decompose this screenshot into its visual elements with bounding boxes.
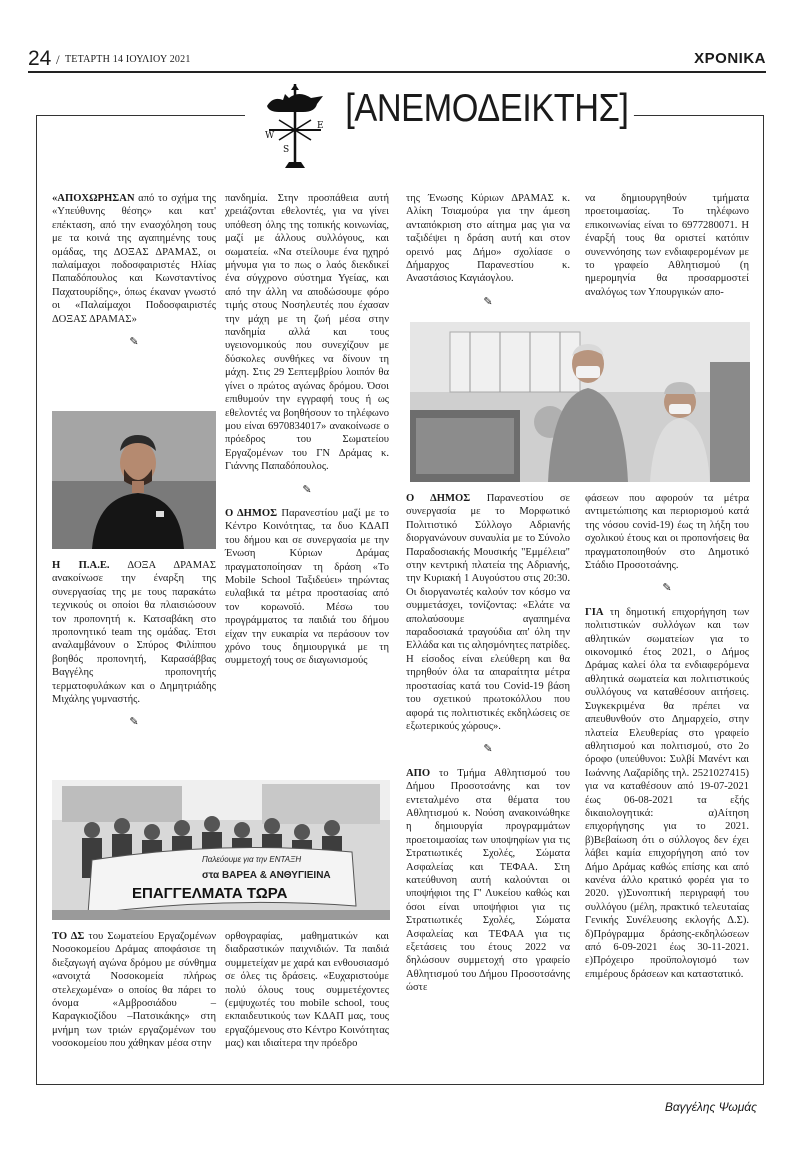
- banner-line-2: στα ΒΑΡΕΑ & ΑΝΘΥΓΙΕΙΝΑ: [202, 870, 331, 881]
- lead-dimos-concert: Ο ΔΗΜΟΣ: [406, 493, 471, 504]
- article-pae: [52, 559, 216, 740]
- article-dimos-concert: [406, 492, 570, 995]
- article-col2-bottom: [225, 930, 389, 1051]
- lead-dimos-kdap: Ο ΔΗΜΟΣ: [225, 507, 278, 519]
- svg-text:W: W: [265, 131, 275, 141]
- separator-icon: ✎: [302, 483, 312, 496]
- article-col4-bottom: [585, 492, 749, 981]
- article-col3-top: [406, 192, 570, 319]
- text-pae: ΔΟΞΑ ΔΡΑΜΑΣ ανακοίνωσε την έναρξη της συνεργασίας της με τους παρακάτω τεχνικούς οι οποίοι θα πλαισιώσουν τον προπονητή κ. Κατσαβάκη στο προπονητικό team της ομάδας. Έτσι αναλαμβάνουν ο Σπύρος Φιλίππου βοηθός προπονητή, Καρασάββας Βαγγέλης προπονητής τερματοφυλάκων και ο Δημητριάδης Μιχάλης γυμναστής.: [52, 560, 216, 706]
- lead-gia: ΓΙΑ: [585, 606, 604, 618]
- photo-coach: [52, 411, 216, 549]
- photo-mayor: [410, 322, 750, 482]
- separator-icon: ✎: [662, 582, 672, 595]
- text-gia: τη δημοτική επιχορήγηση των πολιτιστικών συλλόγων και των αθλητικών σωματείων για το οικονομικό έτος 2021, ο Δήμος Δράμας καλεί όλα τα ενδιαφερόμενα αθλητικά σωματεία και πολιτιστικούς συλλόγους να καταθέσουν αιτήσεις. Συγκεκριμένα θα πρέπει να απευθυνθούν στο Δημαρχείο, στην πλατεία Ελευθερίας στο γραφείο αθλητισμού και πολιτισμού, στο 2ο όροφο (υπεύθυνοι: Συλβί Μανέντ και Ιωάννης Λαζαρίδης τηλ. 2521027415) για να καταθέσουν από 19-07-2021 έως 06-08-2021 τα εξής δικαιολογητικά: α)Αίτηση επιχορήγησης για το 2021. β)Βεβαίωση ότι ο σύλλογος δεν έχει λάβει καμία επιχορήγηση από τον Δήμο Δράμας καθώς επίσης και από κανένα άλλο κρατικό φορέα για το 2020. γ)Συνοπτική περιγραφή του συλλόγου (μέλη, πρακτικό τελευταίας Γενικής Συνέλευσης εκλογής Δ.Σ). δ)Πρόγραμμα δράσης-εκδηλώσεων από 6-09-2021 έως 30-11-2021. ε)Πρόχειρο προϋπολογισμό των επιμέρους δράσεων και καταστατικό.: [585, 606, 749, 980]
- svg-text:S: S: [283, 145, 290, 155]
- text-dimos-kdap: Παρανεστίου μαζί με το Κέντρο Κοινότητας, τα δυο ΚΔΑΠ του δήμου και σε συνεργασία με την Ένωση Κύριων Δράμας πραγματοποίησαν τη δράση «Το Mobile School Ταξιδεύει» τηρώντας ευλαβικά τα μέτρα προστασίας από τον κορωνοϊό. Μέσω του προγράμματος τα παιδιά του δήμου είχαν την ευκαιρία να περάσουν τον χρόνο τους δημιουργικά με τη συμμετοχή τους σε διαγωνισμούς: [225, 507, 389, 667]
- page-number: 24: [28, 47, 52, 70]
- author-signature: Βαγγέλης Ψωμάς: [664, 1100, 757, 1114]
- text-apochorisan: από το σχήμα της «Υπεύθυνης θέσης» και κατ' επέκταση, από την ενασχόληση τους με τα κοινά της αγαπημένης τους ομάδας, της ΔΟΞΑΣ ΔΡΑΜΑΣ, οι παλαίμαχοι ποδοσφαιριστές Ηλίας Παπαδόπουλος και Κωνσταντίνος Παχατουρίδης», όπως έκαναν γνωστό οι «Παλαίμαχοι Ποδοσφαιριστές ΔΟΞΑΣ ΔΡΑΜΑΣ»: [52, 193, 216, 325]
- separator-icon: ✎: [129, 716, 139, 729]
- photo-protest: [52, 780, 390, 920]
- weather-vane-icon: [255, 76, 335, 170]
- section-title: ΧΡΟΝΙΚΑ: [694, 50, 766, 67]
- article-col2-top: [225, 192, 389, 668]
- text-col4-top: να δημιουργηθούν τμήματα προετοιμασίας. Το τηλέφωνο επικοινωνίας είναι το 6977280071. Η έναρξή τους θα οριστεί κατόπιν συνεννόησης των ενδιαφερομένων με το γραφείο Αθλητισμού (η ημερομηνία θα προσαρμοστεί αναλόγως των Υπουργικών απο-: [585, 193, 749, 298]
- banner-line-3: ΕΠΑΓΓΕΛΜΑΤΑ ΤΩΡΑ: [132, 885, 288, 902]
- page-header: [28, 47, 766, 72]
- separator-icon: ✎: [129, 336, 139, 349]
- lead-ds: ΤΟ ΔΣ: [52, 931, 85, 942]
- svg-text:E: E: [317, 121, 324, 131]
- lead-apochorisan: «ΑΠΟΧΩΡΗΣΑΝ: [52, 193, 135, 204]
- text-col3-top: της Ένωσης Κύριων ΔΡΑΜΑΣ κ. Αλίκη Τσιαμούρα για την άμεση ανταπόκριση στο αίτημα μας για να ταξιδέψει η δράση αυτή και στον ορεινό μας Δήμο» σχολίασε ο Δήμαρχος Παρανεστίου κ. Αναστάσιος Καγιάογλου.: [406, 193, 570, 285]
- text-apo: το Τμήμα Αθλητισμού του Δήμου Προσοτσάνης και τον εντεταλμένο στα θέματα του Αθλητισμού κ. Νούση ανακοινώθηκε η δημιουργία προγραμμάτων προετοιμασίας των υποψηφίων για τις Στρατιωτικές Σχολές, Σώματα Ασφαλείας και ΤΕΦΑΑ. Στη κατεύθυνση αυτή καλούνται οι υποψήφιοι της Γ' Λυκείου καθώς και όσοι είναι υποψήφιοι για τις Στρατιωτικές Σχολές, Σώματα Ασφαλείας και ΤΕΦΑΑ για τις εξετάσεις του έτους 2022 να δηλώσουν συμμετοχή στο γραφείο Αθλητισμού του Δήμου Προσοτσάνης ώστε: [406, 767, 570, 994]
- separator-icon: ✎: [483, 295, 493, 308]
- separator-icon: ✎: [483, 743, 493, 756]
- text-dimos-concert: Παρανεστίου σε συνεργασία με το Μορφωτικό Πολιτιστικό Σύλλογο Αδριανής διοργανώνουν συναυλία με το Σύνολο Παραδοσιακής Μουσικής "Εμμέλεια" στην κεντρική πλατεία της Αδριανής, την Κυριακή 1 Αυγούστου στις 20:30. Οι διοργανωτές καλούν τον κόσμο να συμμετάσχει, τονίζοντας: «Ελάτε να απολαύσουμε αγαπημένα παραδοσιακά τραγούδια απ' όλη την Ελλάδα και τις αλησμόνητες πατρίδες. Η είσοδος είναι ελεύθερη και θα τηρηθούν όλα τα απαραίτητα μέτρα προστασίας κατά του Covid-19 βάση του σχετικού πρωτοκόλλου που αφορά τις πολιτιστικές εκδηλώσεις σε εξωτερικούς χώρους».: [406, 493, 571, 732]
- lead-pae: Η Π.Α.Ε.: [52, 560, 110, 571]
- text-ds: του Σωματείου Εργαζομένων Νοσοκομείου Δράμας αποφάσισε τη διεξαγωγή αγώνα δρόμου με σύνθημα «ανοιχτά Νοσοκομεία πλήρως στελεχωμένα» ο οποίος θα πάρει το όνομα «Αμβροσιάδου – Καραγκιοζίδου –Πατσικάκης» στη μνήμη των τριών εργαζομένων του νοσοκομείου που χάθηκαν μέσα στην: [52, 931, 217, 1050]
- column-title: [ΑΝΕΜΟΔΕΙΚΤΗΣ]: [340, 83, 634, 135]
- header-slash: /: [56, 52, 60, 67]
- text-col2-bottom: ορθογραφίας, μαθηματικών και διαδραστικών παιχνιδιών. Τα παιδιά συμμετείχαν με χαρά και ενθουσιασμό σε όλες τις δράσεις. «Ευχαριστούμε πολύ όλους τους συμμετέχοντες (εμψυχωτές του mobile school, τους εκπαιδευτικούς των ΚΔΑΠ μας, τους εργαζόμενους στο Κέντρο Κοινότητας μας) και ιδιαίτερα την πρόεδρο: [225, 931, 390, 1050]
- lead-apo: ΑΠΟ: [406, 767, 431, 779]
- header-rule: [28, 71, 766, 73]
- banner-line-1: Παλεύουμε για την ΕΝΤΑΞΗ: [202, 855, 302, 864]
- text-col4-mid: φάσεων που αφορούν τα μέτρα αντιμετώπισης και περιορισμού κατά της νόσου covid-19) έως τη λήξη του σχολικού έτους και οι προπονήσεις θα πραγματοποιηθούν στο Δημοτικό Στάδιο Προσοτσάνης.: [585, 493, 749, 572]
- article-col4-top: [585, 192, 749, 299]
- article-ds: [52, 930, 216, 1051]
- article-apochorisan: [52, 192, 216, 359]
- issue-date: ΤΕΤΑΡΤΗ 14 ΙΟΥΛΙΟΥ 2021: [65, 54, 191, 65]
- text-col2-top: πανδημία. Στην προσπάθεια αυτή χρειάζονται εθελοντές, για να γίνει υπόθεση όλης της τοπικής κοινωνίας, μαζί με άλλους συλλόγους, και σωματεία. «Να στείλουμε ένα ηχηρό μήνυμα για το πως ο λαός διεκδικεί ένα σύγχρονο σύστημα Υγείας, και από την άλλη να αποδώσουμε φόρο τιμής στους Νοσηλευτές που έχασαν την μάχη με τη ζωή μέσα στην πανδημία αλλά και τους υγειονομικούς που συνεχίζουν με δύσκολες συνθήκες να δίνουν τη μάχη. Στις 29 Σεπτεμβρίου λοιπόν θα γίνει ο πρώτος αγώνας δρόμου. Όσοι επιθυμούν την εγγραφή τους ή ως εθελοντές να βοηθήσουν το τηλέφωνο μου είναι 6970834017» ανακοίνωσε ο πρόεδρος του Σωματείου Εργαζομένων του ΓΝ Δράμας κ. Γιάννης Παπαδόπουλος.: [225, 193, 389, 473]
